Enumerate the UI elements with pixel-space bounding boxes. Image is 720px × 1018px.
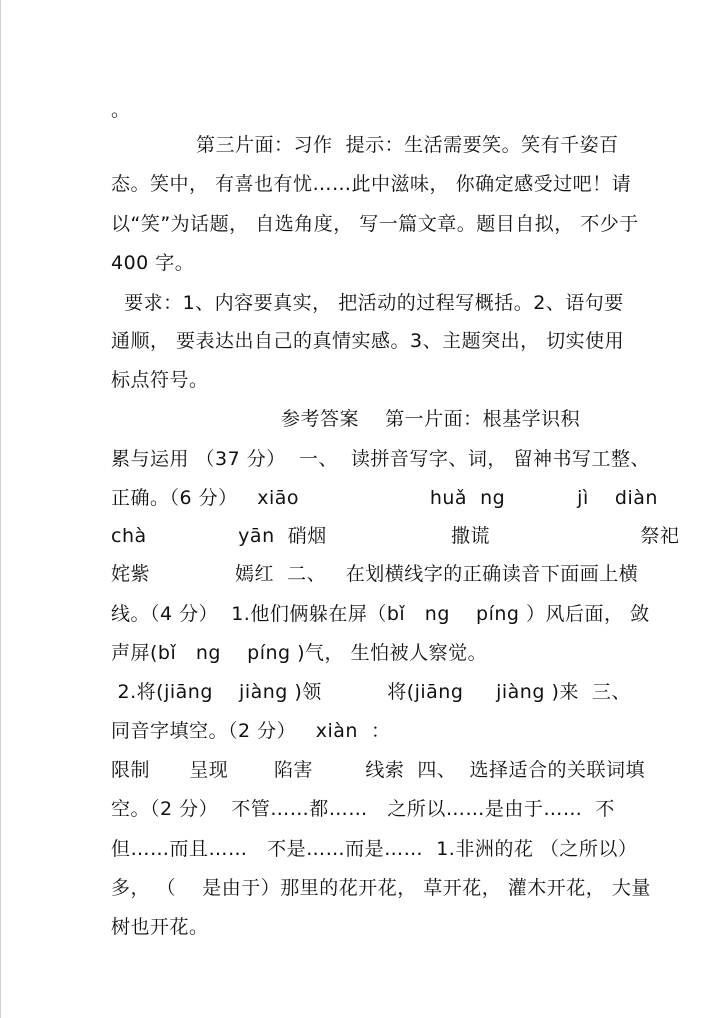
text-line: 第三片面：习作 提示：生活需要笑。笑有千姿百 [111,134,619,156]
text-line: 要求：1、内容要真实， 把活动的过程写概括。2、语句要 [111,292,624,314]
text-line: 累与运用 （37 分） 一、 读拼音写字、词， 留神书写工整、 [111,448,650,470]
text-line: 2.将(jiāng jiàng )领 将(jiāng jiàng )来 三、 [111,681,631,703]
text-line: 空。（2 分） 不管……都…… 之所以……是由于…… 不 [111,798,615,820]
text-line: 400 字。 [111,252,195,274]
text-line: 标点符号。 [111,369,209,391]
text-line: 态。笑中， 有喜也有忧……此中滋味， 你确定感受过吧！请 [111,173,632,195]
text-line: 树也开花。 [111,916,209,938]
text-line: 线。（4 分） 1.他们俩躲在屏（bǐ ng píng ）风后面， 敛 [111,603,650,625]
text-line: 同音字填空。（2 分） xiàn ： [111,720,391,742]
text-line: 以“笑”为话题， 自选角度， 写一篇文章。题目自拟， 不少于 [111,213,639,235]
text-line: 。 [111,99,131,121]
text-line: 多， （ 是由于）那里的花开花， 草开花， 灌木开花， 大量 [111,877,651,899]
text-line: 参考答案 第一片面：根基学识积 [111,408,581,430]
text-line: 限制 呈现 陷害 线索 四、 选择适合的关联词填 [111,759,645,781]
text-line: chà yān 硝烟 撒谎 祭祀 [111,525,680,547]
text-line: 通顺， 要表达出自己的真情实感。3、主题突出， 切实使用 [111,330,625,352]
text-line: 但……而且…… 不是……而是…… 1.非洲的花 （之所以） [111,838,638,860]
text-line: 声屏(bǐ ng píng )气， 生怕被人察觉。 [111,642,488,664]
text-line: 正确。（6 分） xiāo huǎ ng jì diàn [111,487,658,509]
text-line: 姹紫 嫣红 二、 在划横线字的正确读音下面画上横 [111,563,639,585]
